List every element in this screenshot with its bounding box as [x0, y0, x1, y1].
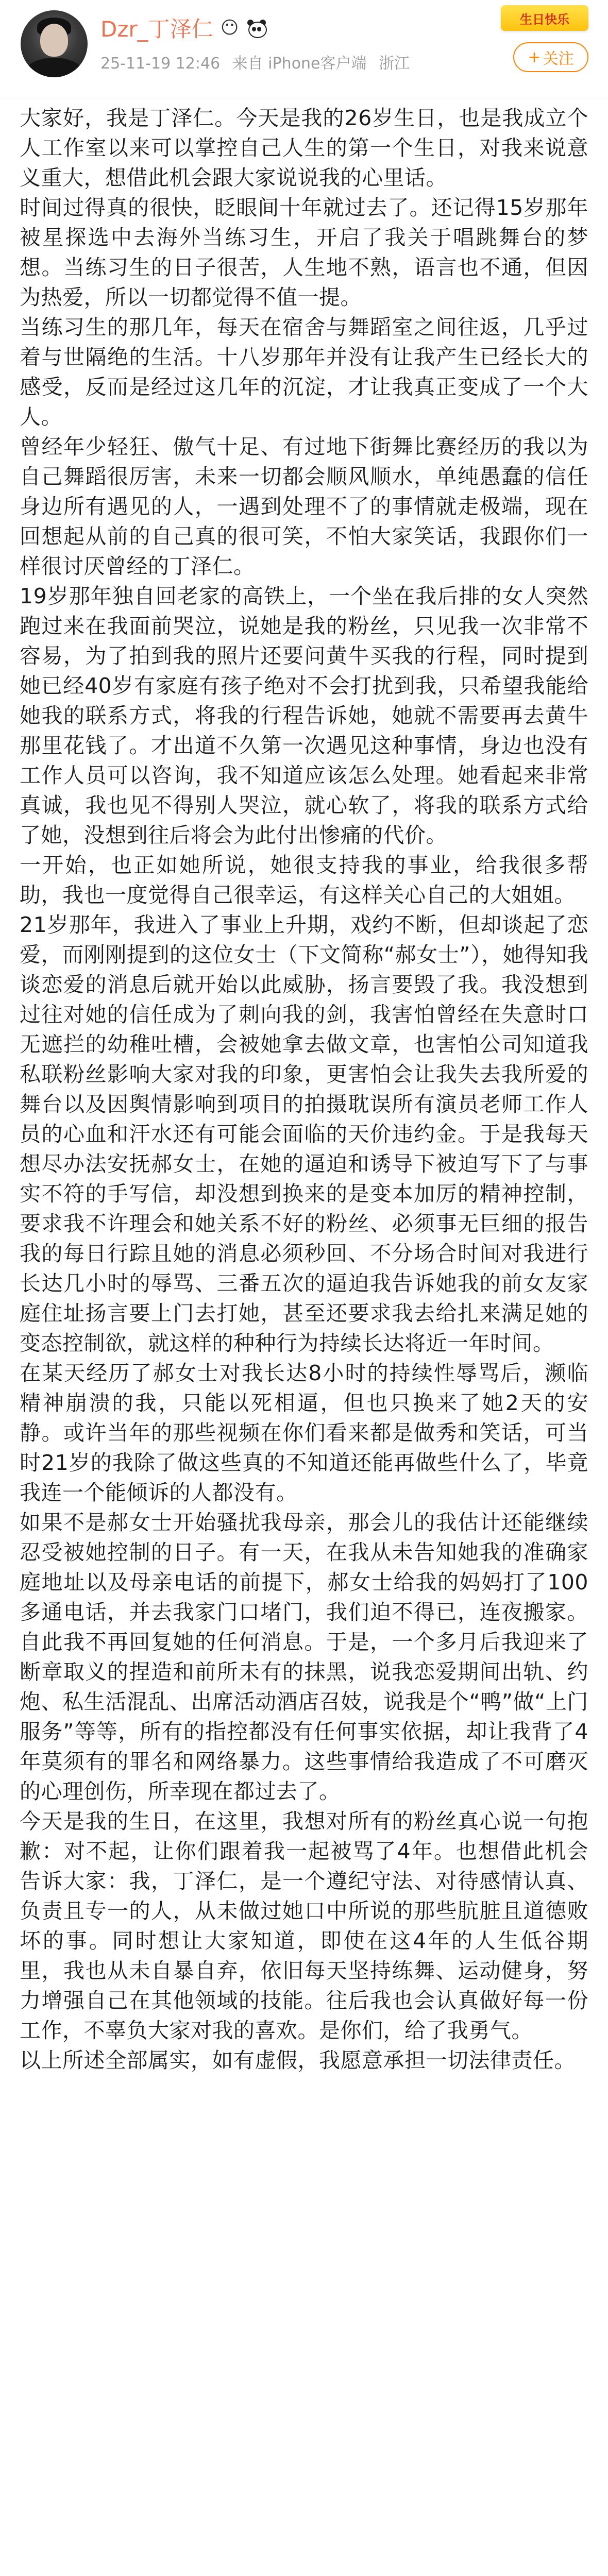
user-name[interactable]: Dzr_丁泽仁 [100, 16, 213, 42]
panda-emoji-icon [246, 19, 267, 37]
avatar-shoulders [25, 58, 83, 77]
post-paragraph: 今天是我的生日，在这里，我想对所有的粉丝真心说一句抱歉：对不起，让你们跟着我一起被骂了4年。也想借此机会告诉大家：我，丁泽仁，是一个遵纪守法、对待感情认真、负责且专一的人，从未做过她口中所说的那些肮脏且道德败坏的事。同时想让大家知道，即使在这4年的人生低谷期里，我也从未自暴自弃，依旧每天坚持练舞、运动健身，努力增强自己在其他领域的技能。往后我也会认真做好每一份工作，不辜负大家对我的喜欢。是你们，给了我勇气。 [20, 1809, 588, 2043]
birthday-badge: 生日快乐 [501, 5, 588, 31]
follow-label: 关注 [543, 50, 574, 68]
plus-icon: + [528, 48, 541, 66]
avatar-face [40, 24, 68, 57]
post-paragraph: 一开始，也正如她所说，她很支持我的事业，给我很多帮助，我也一度觉得自己很幸运，有这样关心自己的大姐姐。 [20, 853, 588, 907]
name-line [100, 12, 267, 43]
post-paragraph: 曾经年少轻狂、傲气十足、有过地下街舞比赛经历的我以为自己舞蹈很厉害，未来一切都会顺风顺水，单纯愚蠢的信任身边所有遇见的人，一遇到处理不了的事情就走极端，现在回想起从前的自己真的很可笑，不怕大家笑话，我跟你们一样很讨厌曾经的丁泽仁。 [20, 434, 588, 579]
post-source: 来自 iPhone客户端 [232, 55, 367, 73]
post-time: 25-11-19 12:46 [100, 55, 221, 73]
post-paragraph: 如果不是郝女士开始骚扰我母亲，那会儿的我估计还能继续忍受被她控制的日子。有一天，在我从未告知她我的准确家庭地址以及母亲电话的前提下，郝女士给我的妈妈打了100多通电话，并去我家门口堵门，我们迫不得已，连夜搬家。自此我不再回复她的任何消息。于是，一个多月后我迎来了断章取义的捏造和前所未有的抹黑，说我恋爱期间出轨、约炮、私生活混乱、出席活动酒店召妓，说我是个“鸭”做“上门服务”等等，所有的指控都没有任何事实依据，却让我背了4年莫须有的罪名和网络暴力。这些事情给我造成了不可磨灭的心理创伤，所幸现在都过去了。 [20, 1510, 588, 1804]
post-paragraph: 时间过得真的很快，眨眼间十年就过去了。还记得15岁那年被星探选中去海外当练习生，开启了我关于唱跳舞台的梦想。当练习生的日子很苦，人生地不熟，语言也不通，但因为热爱，所以一切都觉得不值一提。 [20, 195, 588, 310]
follow-button[interactable] [513, 42, 588, 72]
avatar[interactable] [21, 10, 88, 77]
post-meta [100, 50, 417, 73]
post-paragraph: 21岁那年，我进入了事业上升期，戏约不断，但却谈起了恋爱，而刚刚提到的这位女士（下文简称“郝女士”），她得知我谈恋爱的消息后就开始以此威胁，扬言要毁了我。我没想到过往对她的信任成为了刺向我的剑，我害怕曾经在失意时口无遮拦的幼稚吐槽，会被她拿去做文章，也害怕公司知道我私联粉丝影响大家对我的印象，更害怕会让我失去我所爱的舞台以及因舆情影响到项目的拍摄耽误所有演员老师工作人员的心血和汗水还有可能会面临的天价违约金。于是我每天想尽办法安抚郝女士，在她的逼迫和诱导下被迫写下了与事实不符的手写信，却没想到换来的是变本加厉的精神控制，要求我不许理会和她关系不好的粉丝、必须事无巨细的报告我的每日行踪且她的消息必须秒回、不分场合时间对我进行长达几小时的辱骂、三番五次的逼迫我告诉她我的前女友家庭住址扬言要上门去打她，甚至还要求我去给扎来满足她的变态控制欲，就这样的种种行为持续长达将近一年时间。 [20, 912, 588, 1355]
post-paragraph: 当练习生的那几年，每天在宿舍与舞蹈室之间往返，几乎过着与世隔绝的生活。十八岁那年并没有让我产生已经长大的感受，反而是经过这几年的沉淀，才让我真正变成了一个大人。 [20, 315, 588, 429]
post-paragraph: 大家好，我是丁泽仁。今天是我的26岁生日，也是我成立个人工作室以来可以掌控自己人生的第一个生日，对我来说意义重大，想借此机会跟大家说说我的心里话。 [20, 106, 588, 190]
post-location: 浙江 [379, 55, 410, 73]
post-content [20, 103, 588, 2075]
post-paragraph: 以上所述全部属实，如有虚假，我愿意承担一切法律责任。 [20, 2048, 576, 2073]
post-paragraph: 19岁那年独自回老家的高铁上，一个坐在我后排的女人突然跑过来在我面前哭泣，说她是我的粉丝，只见我一次非常不容易，为了拍到我的照片还要问黄牛买我的行程，同时提到她已经40岁有家庭有孩子绝对不会打扰到我，只希望我能给她我的联系方式，将我的行程告诉她，她就不需要再去黄牛那里花钱了。才出道不久第一次遇见这种事情，身边也没有工作人员可以咨询，我不知道应该怎么处理。她看起来非常真诚，我也见不得别人哭泣，就心软了，将我的联系方式给了她，没想到往后将会为此付出惨痛的代价。 [20, 584, 588, 848]
post-paragraph: 在某天经历了郝女士对我长达8小时的持续性辱骂后，濒临精神崩溃的我，只能以死相逼，但也只换来了她2天的安静。或许当年的那些视频在你们看来都是做秀和笑话，可当时21岁的我除了做这些真的不知道还能再做些什么了，毕竟我连一个能倾诉的人都没有。 [20, 1361, 588, 1505]
emoji-badge: 😶 [220, 18, 239, 38]
post-header [0, 0, 608, 98]
